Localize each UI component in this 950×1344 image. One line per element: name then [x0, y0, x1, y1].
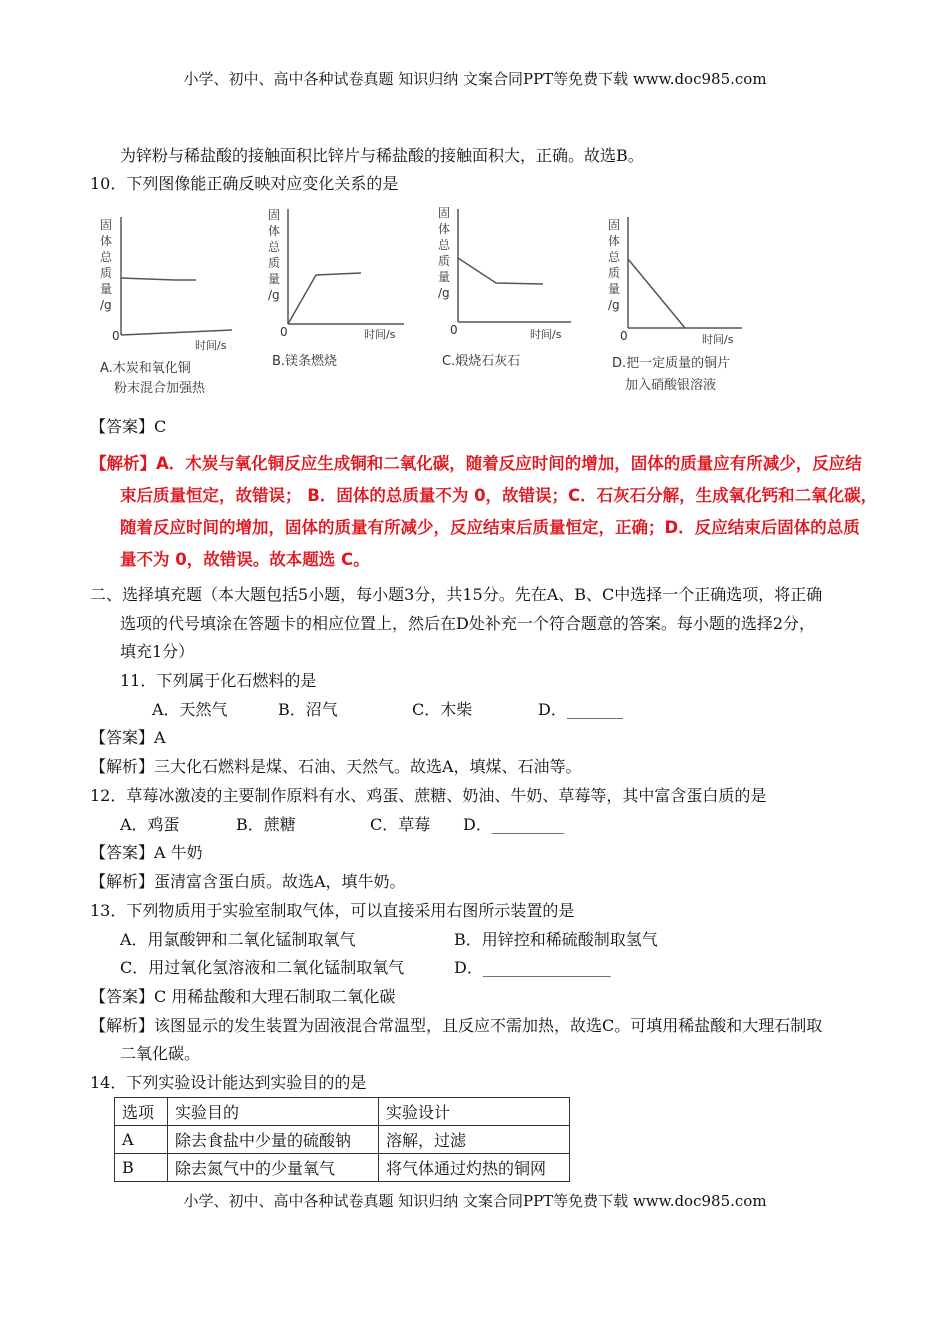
table-row [115, 1154, 570, 1182]
table-header-row [115, 1098, 570, 1126]
answer-11: 【答案】A [90, 728, 166, 747]
section-2-line-1: 二、选择填充题（本大题包括5小题，每小题3分，共15分。先在A、B、C中选择一个正确选项，将正确 [90, 585, 823, 604]
q13-option-c: C．用过氧化氢溶液和二氧化锰制取氧气 [120, 958, 405, 977]
svg-text:体: 体 [608, 234, 621, 248]
svg-text:体: 体 [268, 224, 281, 238]
analysis-10-line-4: 量不为 0，故错误。故本题选 C。 [120, 550, 370, 569]
q13-option-d: D．________________ [454, 958, 611, 977]
table-cell: B [115, 1154, 168, 1182]
graph-a-caption-2: 粉末混合加强热 [114, 381, 206, 396]
graph-b-ylabel [268, 208, 281, 302]
analysis-13-line-2: 二氧化碳。 [120, 1044, 201, 1063]
graph-c-curve [458, 258, 543, 284]
svg-text:总: 总 [608, 250, 621, 264]
question-14: 14．下列实验设计能达到实验目的的是 [90, 1073, 367, 1092]
q12-option-d: D．_________ [463, 815, 564, 834]
graph-c-xlabel: 时间/s [530, 328, 562, 341]
page-footer: 小学、初中、高中各种试卷真题 知识归纳 文案合同PPT等免费下载 www.doc985.com [183, 1192, 767, 1210]
table-cell: 除去食盐中少量的硫酸钠 [168, 1126, 379, 1154]
svg-text:质: 质 [268, 256, 281, 270]
graph-a-caption-1: A.木炭和氧化铜 [100, 361, 191, 376]
svg-text:体: 体 [100, 234, 113, 248]
q12-option-a: A．鸡蛋 [120, 815, 180, 834]
q11-option-c: C．木柴 [412, 700, 473, 719]
svg-text:/g: /g [268, 288, 280, 302]
svg-text:/g: /g [438, 286, 450, 300]
analysis-12: 【解析】蛋清富含蛋白质。故选A，填牛奶。 [90, 872, 406, 891]
question-12: 12．草莓冰激凌的主要制作原料有水、鸡蛋、蔗糖、奶油、牛奶、草莓等，其中富含蛋白质的是 [90, 786, 767, 805]
svg-text:固: 固 [268, 208, 281, 222]
graph-d-ylabel [608, 218, 621, 312]
table-cell: 除去氮气中的少量氧气 [168, 1154, 379, 1182]
graph-b-curve [288, 273, 361, 324]
graph-c [438, 206, 571, 369]
graph-b [268, 208, 404, 369]
table-cell: 溶解，过滤 [379, 1126, 570, 1154]
svg-text:量: 量 [268, 272, 281, 286]
analysis-10-line-3: 随着反应时间的增加，固体的质量有所减少，反应结束后质量恒定，正确；D．反应结束后固体的总质 [120, 518, 860, 537]
question-10: 10．下列图像能正确反映对应变化关系的是 [90, 174, 399, 193]
graph-d-xlabel: 时间/s [702, 333, 734, 346]
question-13: 13．下列物质用于实验室制取气体，可以直接采用右图所示装置的是 [90, 901, 575, 920]
q14-table [114, 1097, 570, 1182]
table-cell: A [115, 1126, 168, 1154]
svg-text:固: 固 [608, 218, 621, 232]
table-row [115, 1126, 570, 1154]
svg-text:/g: /g [608, 298, 620, 312]
table-header-cell: 选项 [115, 1098, 168, 1126]
svg-text:质: 质 [438, 254, 451, 268]
section-2-line-3: 填充1分） [120, 642, 195, 661]
svg-text:固: 固 [100, 218, 113, 232]
q11-option-a: A．天然气 [152, 700, 228, 719]
graph-a-ylabel [100, 218, 113, 312]
analysis-11: 【解析】三大化石燃料是煤、石油、天然气。故选A，填煤、石油等。 [90, 757, 582, 776]
graph-d-origin: 0 [620, 329, 628, 343]
svg-text:总: 总 [268, 240, 281, 254]
analysis-13-line-1: 【解析】该图显示的发生装置为固液混合常温型，且反应不需加热，故选C。可填用稀盐酸和大理石制取 [90, 1016, 823, 1035]
page-header: 小学、初中、高中各种试卷真题 知识归纳 文案合同PPT等免费下载 www.doc985.com [183, 70, 767, 88]
svg-text:质: 质 [608, 266, 621, 280]
q12-option-b: B．蔗糖 [236, 815, 296, 834]
svg-text:量: 量 [438, 270, 451, 284]
svg-text:总: 总 [100, 250, 113, 264]
svg-text:固: 固 [438, 206, 451, 220]
graph-c-ylabel [438, 206, 451, 300]
q10-graphs [92, 195, 792, 405]
analysis-10-line-2: 束后质量恒定，故错误； B．固体的总质量不为 0，故错误；C．石灰石分解，生成氧化钙和二氧化碳， [120, 486, 878, 505]
graph-a [100, 217, 232, 396]
graph-d-caption-1: D.把一定质量的铜片 [612, 356, 731, 371]
graph-b-origin: 0 [280, 325, 288, 339]
graph-a-origin: 0 [112, 329, 120, 343]
answer-13: 【答案】C 用稀盐酸和大理石制取二氧化碳 [90, 987, 396, 1006]
table-cell: 将气体通过灼热的铜网 [379, 1154, 570, 1182]
table-header-cell: 实验目的 [168, 1098, 379, 1126]
question-11: 11．下列属于化石燃料的是 [120, 671, 317, 690]
answer-10: 【答案】C [90, 417, 167, 436]
graph-a-x-axis [121, 330, 232, 335]
q11-option-d: D．_______ [538, 700, 623, 719]
q13-option-a: A．用氯酸钾和二氧化锰制取氧气 [120, 930, 356, 949]
section-2-line-2: 选项的代号填涂在答题卡的相应位置上，然后在D处补充一个符合题意的答案。每小题的选择2分， [120, 614, 816, 633]
svg-text:量: 量 [608, 282, 621, 296]
graph-b-xlabel: 时间/s [364, 328, 396, 341]
graph-d-caption-2: 加入硝酸银溶液 [625, 378, 717, 393]
svg-text:量: 量 [100, 282, 113, 296]
graph-a-curve [121, 278, 196, 280]
svg-text:质: 质 [100, 266, 113, 280]
analysis-10-line-1: 【解析】A．木炭与氧化铜反应生成铜和二氧化碳，随着反应时间的增加，固体的质量应有所减少，反应结 [90, 454, 862, 473]
svg-text:体: 体 [438, 222, 451, 236]
table-header-cell: 实验设计 [379, 1098, 570, 1126]
graph-d-curve [628, 259, 685, 328]
q13-option-b: B．用锌控和稀硫酸制取氢气 [454, 930, 658, 949]
graph-d [608, 217, 742, 393]
svg-text:总: 总 [438, 238, 451, 252]
svg-text:/g: /g [100, 298, 112, 312]
prev-answer-tail: 为锌粉与稀盐酸的接触面积比锌片与稀盐酸的接触面积大，正确。故选B。 [120, 146, 644, 165]
graph-c-origin: 0 [450, 323, 458, 337]
graph-a-xlabel: 时间/s [195, 339, 227, 352]
graph-b-caption-1: B.镁条燃烧 [272, 354, 338, 369]
graph-c-caption-1: C.煅烧石灰石 [442, 354, 521, 369]
q12-option-c: C．草莓 [370, 815, 431, 834]
q11-option-b: B．沼气 [278, 700, 338, 719]
answer-12: 【答案】A 牛奶 [90, 843, 203, 862]
